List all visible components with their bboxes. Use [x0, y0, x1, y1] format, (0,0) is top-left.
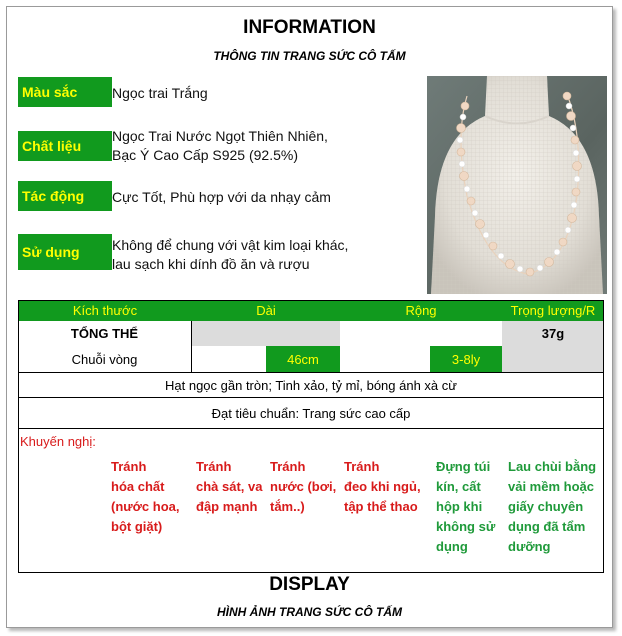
page-subtitle: THÔNG TIN TRANG SỨC CÔ TẤM: [213, 49, 406, 63]
tip-line: giấy chuyên: [508, 499, 584, 514]
tip-impact: [196, 457, 263, 517]
info-card: [6, 6, 613, 628]
header-weight: Trọng lượng/R: [502, 300, 604, 321]
display-subtitle: HÌNH ẢNH TRANG SỨC CÔ TẤM: [216, 605, 403, 619]
standard-row: Đạt tiêu chuẩn: Trang sức cao cấp: [18, 397, 604, 428]
tip-water: [270, 457, 336, 517]
chain-length-spacer: [192, 346, 266, 372]
tip-line: dưỡng: [508, 539, 551, 554]
value-color-line: Ngọc trai Trắng: [112, 85, 208, 101]
tip-line: vải mềm hoặc: [508, 479, 594, 494]
tip-storage: [436, 457, 495, 557]
tip-line: dụng đã tẩm: [508, 519, 586, 534]
value-material: [112, 127, 328, 165]
value-usage: [112, 236, 348, 274]
recommendation-area: [18, 428, 604, 574]
tip-cleaning: [508, 457, 596, 557]
tip-line: nước (bơi,: [270, 479, 337, 494]
overall-weight: 37g: [502, 321, 604, 346]
overall-label: TỔNG THỂ: [18, 321, 192, 346]
overall-width-cell: [340, 321, 502, 346]
chain-length: 46cm: [266, 346, 340, 372]
recommendation-label: Khuyến nghị:: [20, 434, 96, 449]
tip-line: dụng: [436, 539, 468, 554]
tip-sleep: [344, 457, 421, 517]
tip-line: tập thể thao: [344, 499, 418, 514]
label-usage: Sử dụng: [18, 234, 112, 270]
display-title: DISPLAY: [269, 574, 350, 595]
label-effect: Tác động: [18, 181, 112, 211]
tip-line: Tránh: [344, 459, 380, 474]
tip-line: Đựng túi: [436, 459, 491, 474]
overall-length-cell: [192, 321, 340, 346]
chain-weight-cell: [502, 346, 604, 372]
tip-line: chà sát, va: [196, 479, 263, 494]
chain-label: Chuỗi vòng: [18, 346, 192, 372]
tip-line: đeo khi ngủ,: [344, 479, 421, 494]
tip-line: kín, cất: [436, 479, 481, 494]
tip-line: tắm..): [270, 499, 305, 514]
header-size: Kích thước: [18, 300, 192, 321]
tip-line: Tránh: [196, 459, 232, 474]
tip-line: hóa chất: [111, 479, 165, 494]
tip-line: bột giặt): [111, 519, 163, 534]
tip-line: Tránh: [270, 459, 306, 474]
value-material-line-2: Bạc Ý Cao Cấp S925 (92.5%): [112, 147, 298, 163]
spec-table: [18, 300, 604, 573]
tip-chemicals: [111, 457, 180, 537]
header-length: Dài: [192, 300, 340, 321]
tip-line: không sử: [436, 519, 496, 534]
value-effect-line: Cực Tốt, Phù hợp với da nhạy cảm: [112, 189, 331, 205]
chain-width: 3-8ly: [430, 346, 502, 372]
product-photo: [427, 76, 607, 294]
header-width: Rộng: [340, 300, 502, 321]
chain-width-spacer: [340, 346, 430, 372]
value-material-line-1: Ngọc Trai Nước Ngọt Thiên Nhiên,: [112, 128, 328, 144]
tip-line: đập mạnh: [196, 499, 258, 514]
tip-line: (nước hoa,: [111, 499, 180, 514]
value-usage-line-2: lau sạch khi dính đồ ăn và rượu: [112, 256, 310, 272]
tip-line: Tránh: [111, 459, 147, 474]
tip-line: Lau chùi bằng: [508, 459, 597, 474]
label-material: Chất liệu: [18, 131, 112, 161]
tip-line: hộp khi: [436, 499, 483, 514]
necklace-image: [427, 76, 607, 294]
description-row: Hạt ngọc gần tròn; Tinh xảo, tỷ mỉ, bóng ánh xà cừ: [18, 372, 604, 397]
value-effect: [112, 188, 331, 207]
page-title: INFORMATION: [243, 17, 376, 38]
value-color: [112, 84, 208, 103]
value-usage-line-1: Không để chung với vật kim loại khác,: [112, 237, 349, 253]
label-color: Màu sắc: [18, 77, 112, 107]
